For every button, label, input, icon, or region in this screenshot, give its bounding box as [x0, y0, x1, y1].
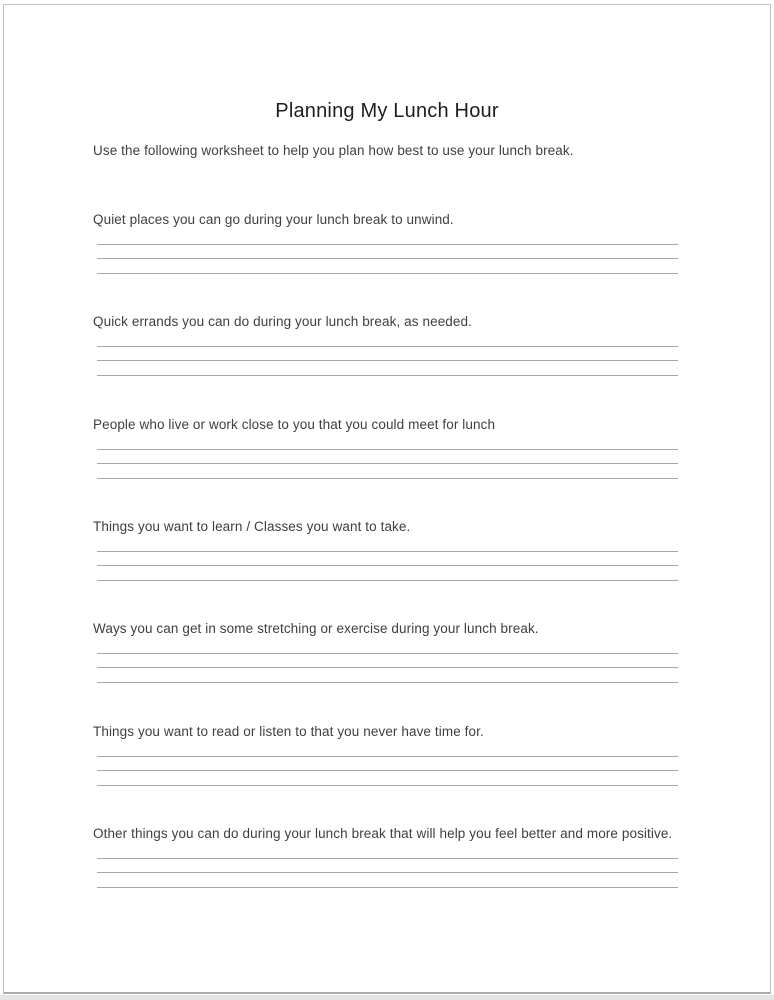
answer-line [97, 464, 678, 479]
answer-lines [97, 742, 678, 786]
answer-line [97, 668, 678, 683]
answer-lines [97, 230, 678, 274]
answer-line [97, 245, 678, 260]
section-prompt: Ways you can get in some stretching or exercise during your lunch break. [93, 621, 539, 636]
worksheet-section [93, 418, 683, 479]
answer-line [97, 347, 678, 362]
page-title: Planning My Lunch Hour [275, 100, 499, 122]
worksheet-section [93, 725, 683, 786]
page-edge-shadow [0, 995, 774, 1000]
worksheet-section [93, 315, 683, 376]
answer-line [97, 873, 678, 888]
answer-line [97, 230, 678, 245]
worksheet-section [93, 520, 683, 581]
answer-line [97, 259, 678, 274]
section-prompt: Quick errands you can do during your lunch break, as needed. [93, 314, 472, 329]
answer-lines [97, 537, 678, 581]
answer-line [97, 742, 678, 757]
answer-line [97, 844, 678, 859]
answer-lines [97, 332, 678, 376]
answer-lines [97, 435, 678, 479]
answer-line [97, 361, 678, 376]
answer-lines [97, 639, 678, 683]
answer-line [97, 771, 678, 786]
answer-line [97, 332, 678, 347]
section-prompt: Things you want to read or listen to that you never have time for. [93, 724, 484, 739]
answer-line [97, 537, 678, 552]
section-prompt: Other things you can do during your lunch break that will help you feel better and more positive. [93, 826, 673, 841]
answer-line [97, 552, 678, 567]
worksheet-section [93, 213, 683, 274]
worksheet-page [3, 4, 771, 994]
answer-line [97, 859, 678, 874]
answer-line [97, 566, 678, 581]
answer-lines [97, 844, 678, 888]
answer-line [97, 639, 678, 654]
section-prompt: People who live or work close to you that you could meet for lunch [93, 417, 496, 432]
intro-text: Use the following worksheet to help you plan how best to use your lunch break. [93, 143, 574, 158]
answer-line [97, 654, 678, 669]
section-prompt: Quiet places you can go during your lunch break to unwind. [93, 212, 454, 227]
section-prompt: Things you want to learn / Classes you want to take. [93, 519, 411, 534]
worksheet-section [93, 827, 683, 888]
answer-line [97, 757, 678, 772]
answer-line [97, 450, 678, 465]
answer-line [97, 435, 678, 450]
worksheet-section [93, 622, 683, 683]
